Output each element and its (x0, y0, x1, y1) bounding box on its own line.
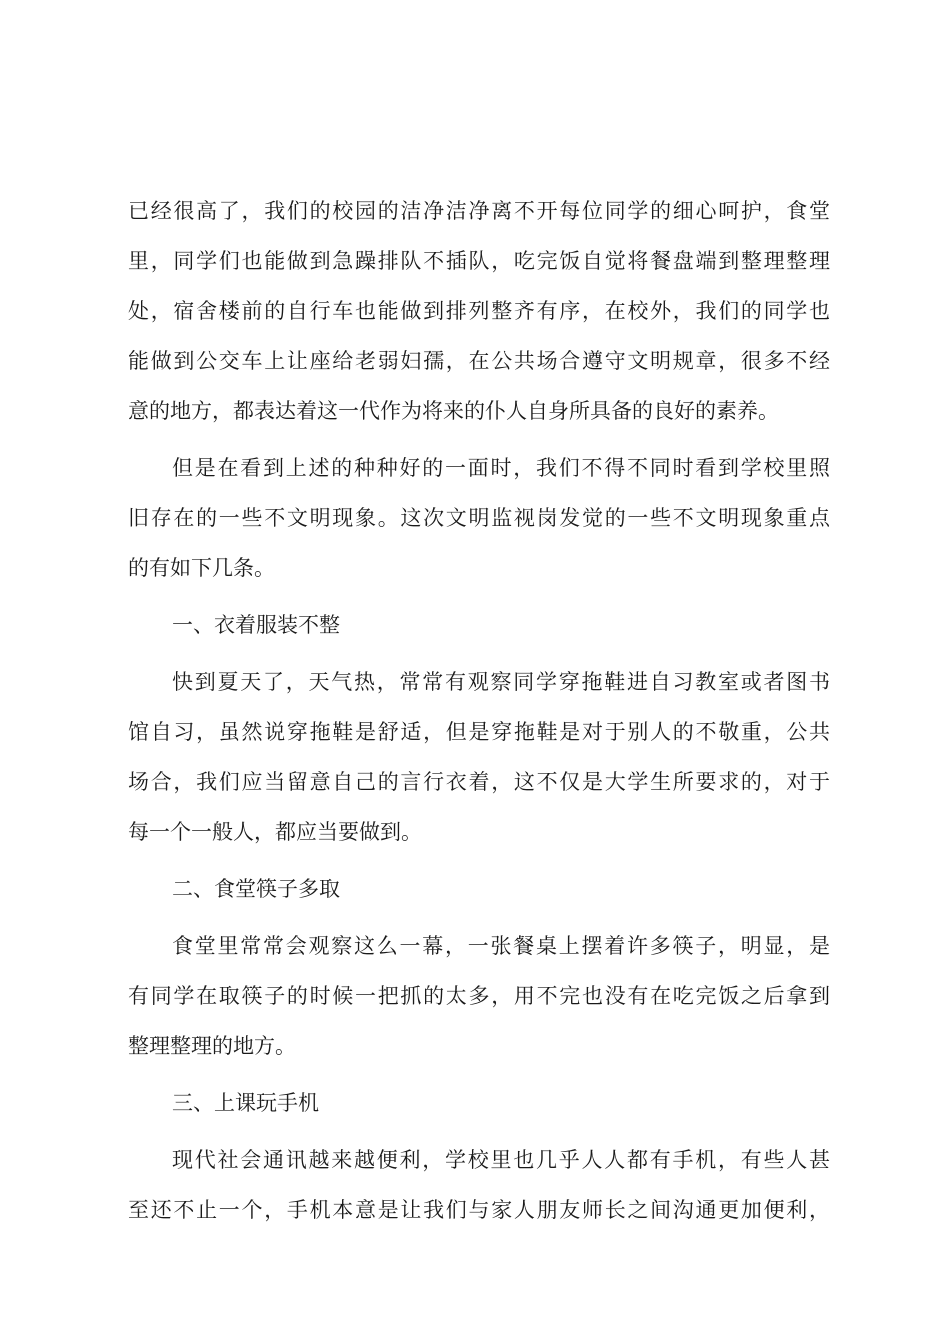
paragraph (128, 186, 830, 436)
text-line: 意的地方，都表达着这一代作为将来的仆人自身所具备的良好的素养。 (128, 399, 779, 423)
text-line: 每一个一般人，都应当要做到。 (128, 820, 422, 844)
document-body (128, 186, 830, 1235)
text-line: 馆自习，虽然说穿拖鞋是舒适，但是穿拖鞋是对于别人的不敬重，公共 (128, 720, 830, 744)
text-line: 现代社会通讯越来越便利，学校里也几乎人人都有手机，有些人甚 (172, 1148, 830, 1172)
paragraph (128, 921, 830, 1071)
section-heading (128, 864, 830, 914)
text-line: 快到夏天了，天气热，常常有观察同学穿拖鞋进自习教室或者图书 (172, 670, 830, 694)
paragraph (128, 657, 830, 857)
text-line: 至还不止一个，手机本意是让我们与家人朋友师长之间沟通更加便利， (128, 1198, 830, 1222)
text-line: 旧存在的一些不文明现象。这次文明监视岗发觉的一些不文明现象重点 (128, 506, 830, 530)
text-line: 里，同学们也能做到急躁排队不插队，吃完饭自觉将餐盘端到整理整理 (128, 249, 830, 273)
text-line: 能做到公交车上让座给老弱妇孺，在公共场合遵守文明规章，很多不经 (128, 349, 830, 373)
heading-line: 一、衣着服装不整 (172, 613, 340, 637)
text-line: 的有如下几条。 (128, 556, 275, 580)
text-line: 处，宿舍楼前的自行车也能做到排列整齐有序，在校外，我们的同学也 (128, 299, 830, 323)
text-line: 整理整理的地方。 (128, 1034, 296, 1058)
heading-line: 三、上课玩手机 (172, 1091, 319, 1115)
paragraph (128, 443, 830, 593)
text-line: 食堂里常常会观察这么一幕，一张餐桌上摆着许多筷子，明显，是 (172, 934, 830, 958)
text-line: 但是在看到上述的种种好的一面时，我们不得不同时看到学校里照 (172, 456, 830, 480)
text-line: 场合，我们应当留意自己的言行衣着，这不仅是大学生所要求的，对于 (128, 770, 830, 794)
heading-line: 二、食堂筷子多取 (172, 877, 340, 901)
text-line: 已经很高了，我们的校园的洁净洁净离不开每位同学的细心呵护，食堂 (128, 199, 830, 223)
section-heading (128, 600, 830, 650)
section-heading (128, 1078, 830, 1128)
paragraph (128, 1135, 830, 1235)
text-line: 有同学在取筷子的时候一把抓的太多，用不完也没有在吃完饭之后拿到 (128, 984, 830, 1008)
